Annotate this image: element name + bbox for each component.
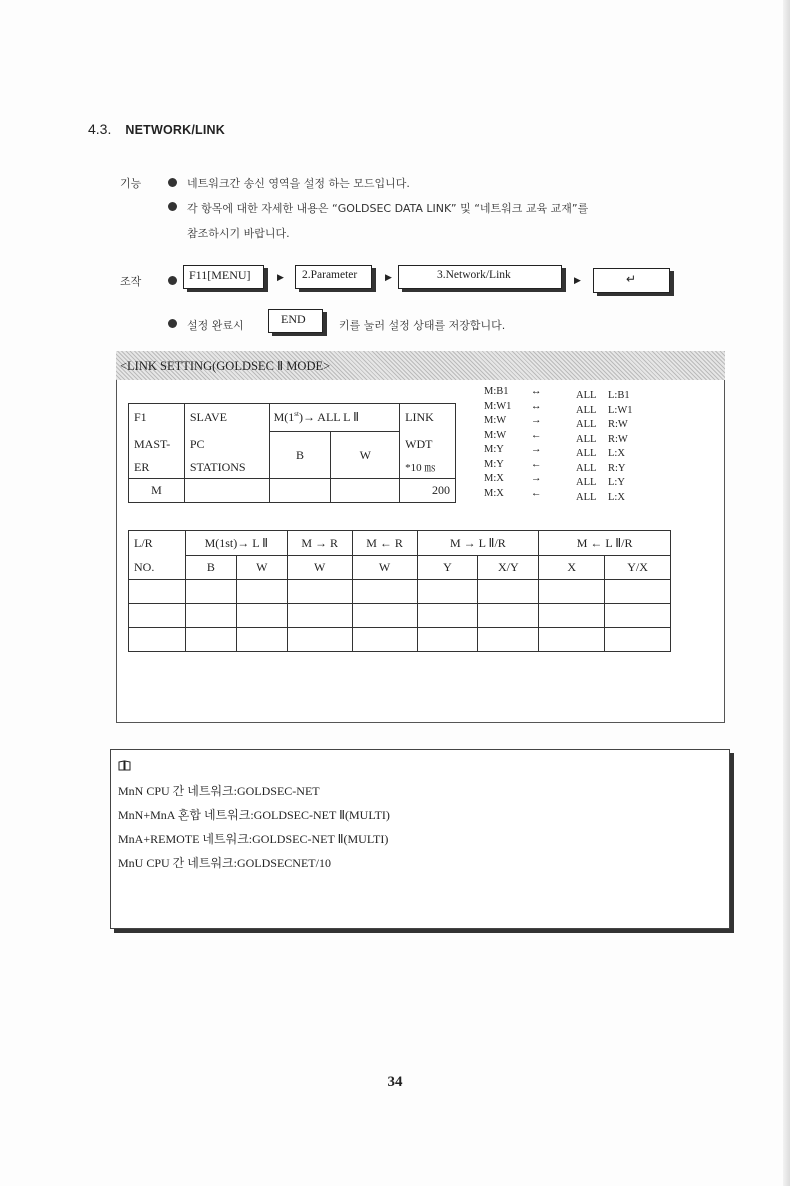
table-row: [129, 580, 671, 604]
note-line: MnU CPU 간 네트워크:GOLDSECNET/10: [118, 856, 331, 870]
header-cell: Y: [417, 556, 478, 580]
section-title: NETWORK/LINK: [125, 123, 225, 137]
cell: STATIONS: [184, 457, 269, 479]
header-cell: B: [185, 556, 236, 580]
header-cell: M → L Ⅱ/R: [417, 531, 539, 556]
function-line-2: 각 항목에 대한 자세한 내용은 “GOLDSEC DATA LINK” 및 “네트워크 교육 교재”를: [187, 202, 589, 215]
cell: W: [331, 432, 400, 479]
header-cell: NO.: [129, 556, 186, 580]
cell: B: [269, 432, 331, 479]
f11-menu-key[interactable]: F11[MENU]: [183, 265, 264, 289]
header-cell: M → R: [287, 531, 352, 556]
cell: SLAVE: [184, 404, 269, 432]
function-label: 기능: [120, 177, 142, 190]
header-cell: X: [539, 556, 605, 580]
header-cell: M(1st)→ L Ⅱ: [185, 531, 287, 556]
function-line-3: 참조하시기 바랍니다.: [187, 227, 290, 240]
note-line: MnN CPU 간 네트워크:GOLDSEC-NET: [118, 784, 320, 798]
link-summary-table: [128, 403, 456, 503]
network-link-key[interactable]: 3.Network/Link: [398, 265, 562, 289]
save-prefix-text: 설정 완료시: [187, 319, 244, 332]
cell: LINK: [400, 404, 456, 432]
cell: PC: [184, 432, 269, 457]
cell: M(1st)→ ALL L Ⅱ: [269, 404, 400, 432]
header-cell: M ← R: [352, 531, 417, 556]
book-icon: [118, 758, 131, 769]
header-cell: W: [352, 556, 417, 580]
bullet-dot: [168, 319, 177, 328]
note-line: MnN+MnA 혼합 네트워크:GOLDSEC-NET Ⅱ(MULTI): [118, 808, 390, 822]
note-line: MnA+REMOTE 네트워크:GOLDSEC-NET Ⅱ(MULTI): [118, 832, 389, 846]
table-row: [129, 604, 671, 628]
cell: [269, 479, 331, 503]
cell: *10 ㎳: [400, 457, 456, 479]
operation-label: 조작: [120, 275, 142, 288]
arrow-right-icon: ▶: [574, 275, 581, 285]
cell: F1: [129, 404, 185, 432]
cell: ER: [129, 457, 185, 479]
header-cell: W: [287, 556, 352, 580]
bullet-dot: [168, 178, 177, 187]
save-suffix-text: 키를 눌러 설정 상태를 저장합니다.: [339, 319, 506, 332]
header-cell: Y/X: [605, 556, 671, 580]
page-edge-shadow: [783, 0, 790, 1186]
link-detail-table: [128, 530, 671, 652]
end-key[interactable]: END: [268, 309, 323, 333]
header-cell: M ← L Ⅱ/R: [539, 531, 671, 556]
section-number: 4.3.: [88, 121, 112, 137]
cell: MAST-: [129, 432, 185, 457]
section-heading: [88, 121, 225, 137]
cell: M: [129, 479, 185, 503]
cell: [184, 479, 269, 503]
header-cell: W: [236, 556, 287, 580]
cell: 200: [400, 479, 456, 503]
header-cell: X/Y: [478, 556, 539, 580]
bullet-dot: [168, 202, 177, 211]
arrow-right-icon: ▶: [277, 272, 284, 282]
parameter-key[interactable]: 2.Parameter: [295, 265, 372, 289]
bullet-dot: [168, 276, 177, 285]
screen-title: <LINK SETTING(GOLDSEC Ⅱ MODE>: [116, 351, 725, 380]
enter-key[interactable]: ↵: [593, 268, 670, 293]
cell: [331, 479, 400, 503]
page-number: 34: [387, 1074, 403, 1090]
cell: WDT: [400, 432, 456, 457]
header-cell: L/R: [129, 531, 186, 556]
arrow-right-icon: ▶: [385, 272, 392, 282]
table-row: [129, 628, 671, 652]
function-line-1: 네트워크간 송신 영역을 설정 하는 모드입니다.: [187, 177, 410, 190]
